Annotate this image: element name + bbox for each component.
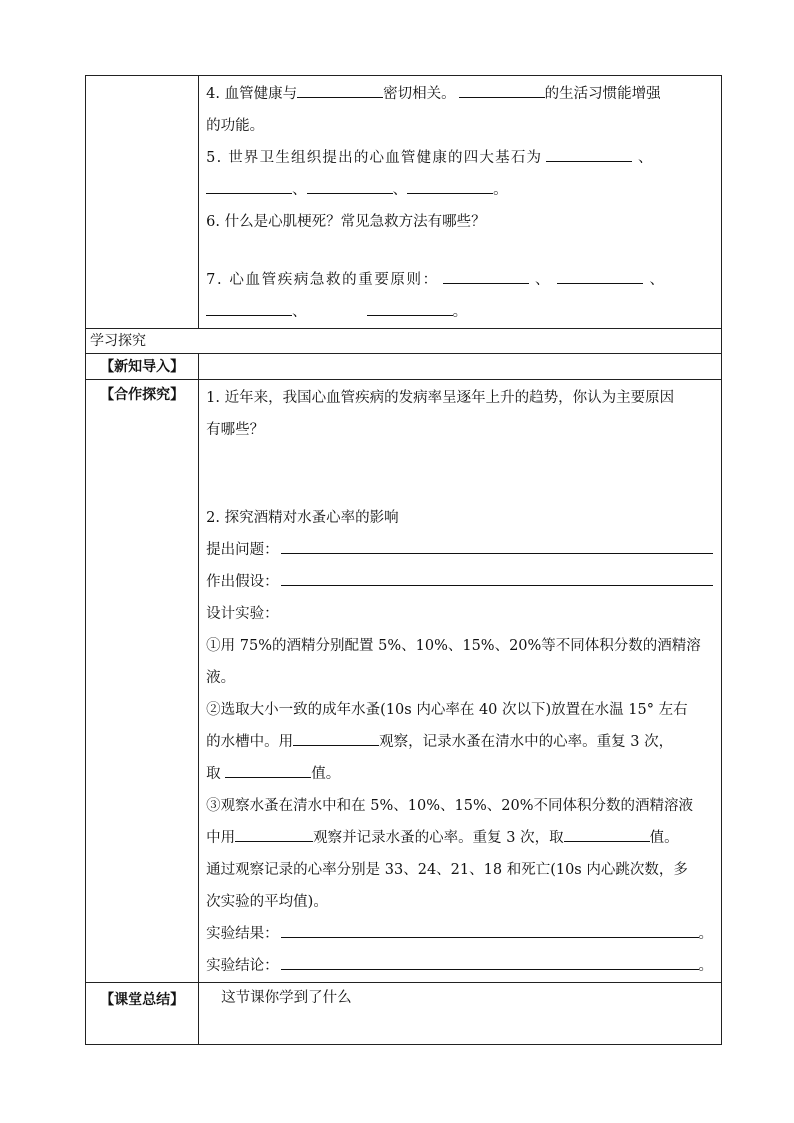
question-7-line-2: 、 。 — [206, 296, 715, 328]
step-3-line-1: ③观察水蚤在清水中和在 5%、10%、15%、20%不同体积分数的酒精溶液 — [206, 798, 693, 814]
question-4-line-1: 4. 血管健康与 密切相关。 的生活习惯能增强 — [206, 78, 715, 110]
answer-blank[interactable] — [293, 727, 379, 746]
answer-blank[interactable] — [367, 297, 453, 316]
answer-blank[interactable] — [564, 823, 650, 842]
summary-label: 【课堂总结】 — [100, 992, 185, 1008]
result-line: 实验结果： 。 — [206, 918, 713, 950]
hypothesis-line: 作出假设： — [206, 566, 713, 598]
question-6: 6. 什么是心肌梗死？常见急救方法有哪些？ — [206, 214, 486, 230]
observation-line-1: 通过观察记录的心率分别是 33、24、21、18 和死亡(10s 内心跳次数，多 — [206, 862, 688, 878]
section-title: 学习探究 — [90, 333, 146, 349]
answer-blank[interactable] — [235, 823, 313, 842]
new-knowledge-label-cell — [86, 354, 199, 380]
coop-label-cell — [86, 380, 199, 983]
coop-content-cell — [199, 380, 722, 983]
design-label: 设计实验： — [206, 606, 279, 622]
new-knowledge-label: 【新知导入】 — [100, 359, 185, 375]
ask-question-line: 提出问题： — [206, 534, 713, 566]
answer-blank[interactable] — [443, 265, 529, 284]
hypothesis-blank[interactable] — [281, 567, 713, 586]
section-title-cell — [86, 329, 722, 354]
answer-blank[interactable] — [307, 175, 393, 194]
step-1-line-1: ①用 75%的酒精分别配置 5%、10%、15%、20%等不同体积分数的酒精溶 — [206, 638, 701, 654]
step-2-line-2: 的水槽中。用 观察，记录水蚤在清水中的心率。重复 3 次， — [206, 726, 713, 758]
ask-question-blank[interactable] — [281, 535, 713, 554]
exercise-row — [86, 76, 722, 329]
exercise-cell — [199, 76, 722, 329]
answer-blank[interactable] — [297, 79, 383, 98]
conclusion-line: 实验结论： 。 — [206, 950, 713, 982]
new-knowledge-row — [86, 354, 722, 380]
coop-q2-title: 2. 探究酒精对水蚤心率的影响 — [206, 510, 399, 526]
summary-label-cell — [86, 983, 199, 1045]
step-1-line-2: 液。 — [206, 670, 236, 686]
question-7-line-1: 7. 心血管疾病急救的重要原则： 、 、 — [206, 264, 715, 296]
answer-blank[interactable] — [557, 265, 643, 284]
answer-blank[interactable] — [407, 175, 493, 194]
step-2-line-1: ②选取大小一致的成年水蚤(10s 内心率在 40 次以下)放置在水温 15° 左右 — [206, 702, 688, 718]
coop-label: 【合作探究】 — [100, 387, 185, 403]
cooperative-inquiry-row — [86, 380, 722, 983]
summary-content-cell[interactable] — [199, 983, 722, 1045]
worksheet-table — [85, 75, 722, 1045]
answer-blank[interactable] — [459, 79, 545, 98]
exercise-left-cell — [86, 76, 199, 329]
conclusion-blank[interactable] — [281, 951, 699, 970]
coop-q1-line-1: 1. 近年来，我国心血管疾病的发病率呈逐年上升的趋势，你认为主要原因 — [206, 390, 675, 406]
summary-text: 这节课你学到了什么 — [221, 990, 352, 1006]
section-title-row — [86, 329, 722, 354]
new-knowledge-content[interactable] — [199, 354, 722, 380]
answer-blank[interactable] — [546, 143, 632, 162]
step-3-line-2: 中用 观察并记录水蚤的心率。重复 3 次，取 值。 — [206, 822, 713, 854]
result-blank[interactable] — [281, 919, 699, 938]
answer-blank[interactable] — [225, 759, 311, 778]
question-5-line-1: 5. 世界卫生组织提出的心血管健康的四大基石为 、 — [206, 142, 715, 174]
coop-q1-line-2: 有哪些？ — [206, 422, 265, 438]
summary-row — [86, 983, 722, 1045]
step-2-line-3: 取 值。 — [206, 758, 713, 790]
coop-q1-answer-space[interactable] — [206, 446, 713, 502]
question-5-line-2: 、 、 。 — [206, 174, 715, 206]
observation-line-2: 次实验的平均值)。 — [206, 894, 328, 910]
answer-blank[interactable] — [206, 297, 292, 316]
answer-blank[interactable] — [206, 175, 292, 194]
question-4-line-2: 的功能。 — [206, 118, 265, 134]
